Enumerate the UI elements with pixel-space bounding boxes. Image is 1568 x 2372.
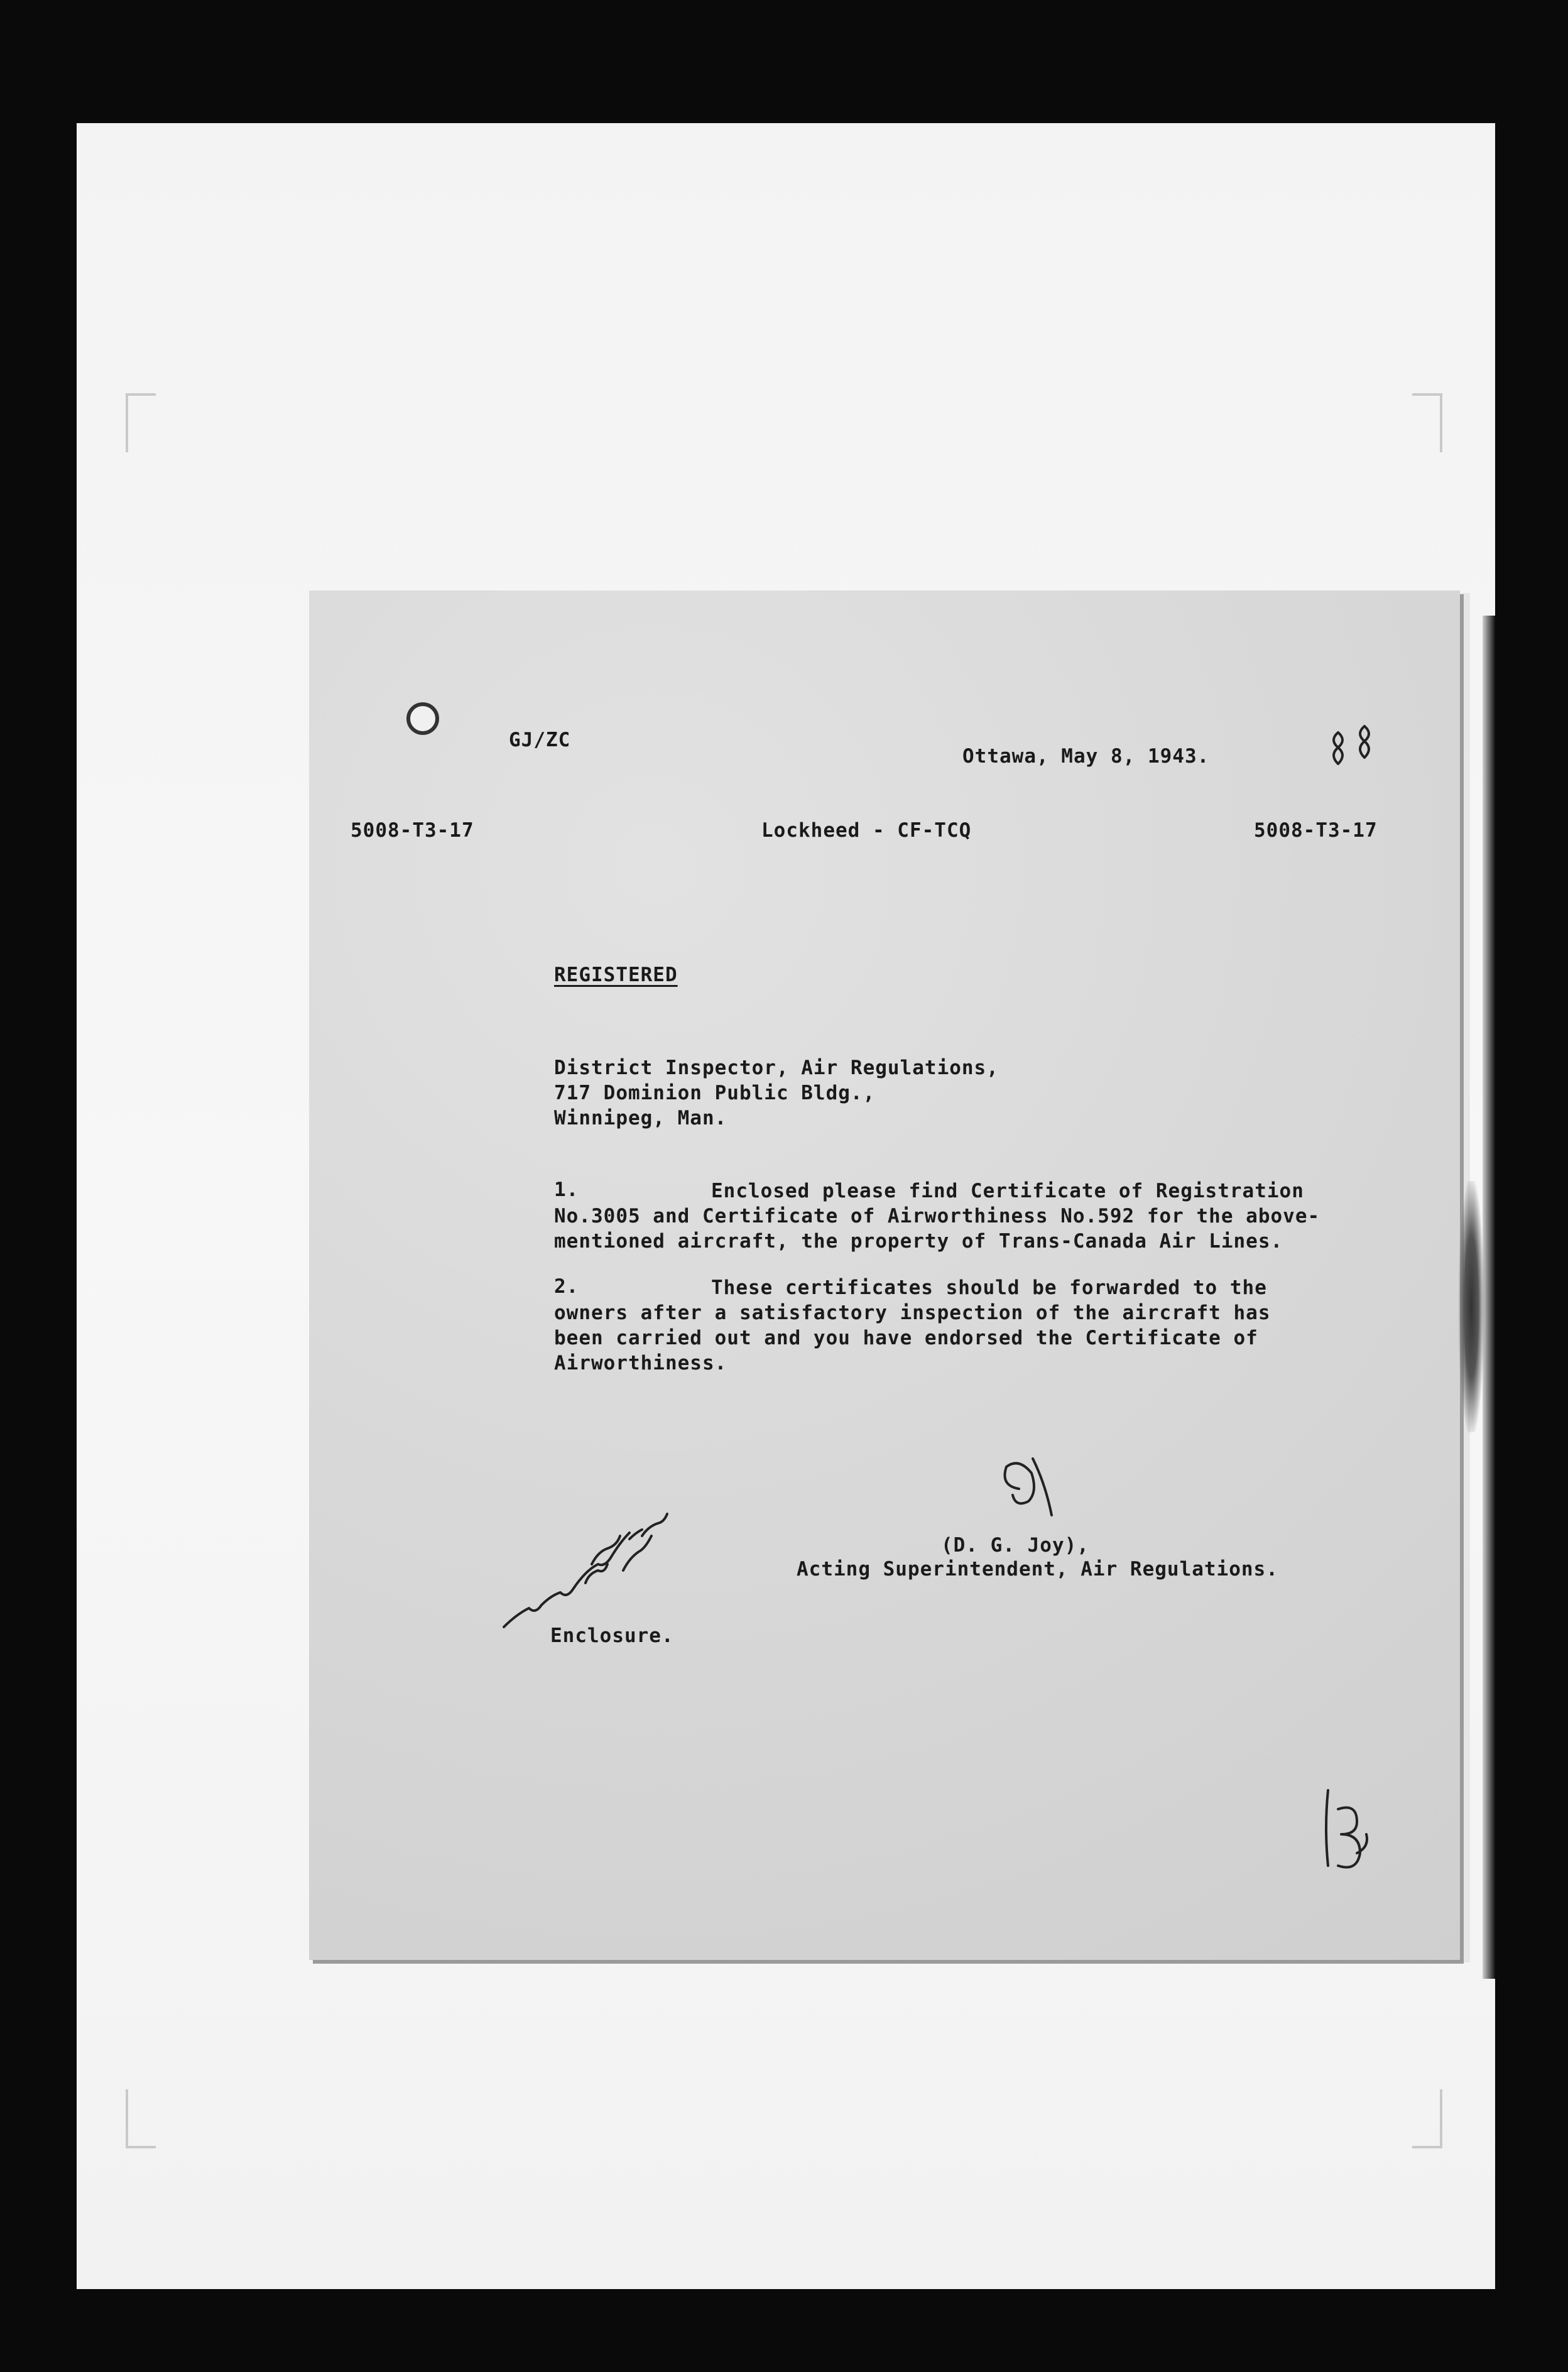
handwritten-signature bbox=[988, 1445, 1075, 1533]
paragraph-line: owners after a satisfactory inspection of the aircraft has bbox=[554, 1302, 1271, 1324]
signatory-name: (D. G. Joy), bbox=[941, 1534, 1089, 1557]
subject-line: Lockheed - CF-TCQ bbox=[761, 819, 972, 842]
crop-mark-top-right bbox=[1412, 393, 1442, 452]
file-number-right: 5008-T3-17 bbox=[1254, 819, 1378, 842]
crop-mark-top-left bbox=[126, 393, 156, 452]
file-number-left: 5008-T3-17 bbox=[351, 819, 474, 842]
mail-class-registered: REGISTERED bbox=[554, 964, 678, 986]
enclosure-note: Enclosure. bbox=[550, 1624, 674, 1647]
paragraph-2-number: 2. bbox=[554, 1275, 579, 1298]
page-edge-shadow bbox=[1483, 616, 1495, 1979]
paragraph-line: Enclosed please find Certificate of Registration bbox=[711, 1180, 1304, 1202]
addressee-line: Winnipeg, Man. bbox=[554, 1107, 727, 1129]
addressee-line: 717 Dominion Public Bldg., bbox=[554, 1082, 876, 1104]
paragraph-1-number: 1. bbox=[554, 1178, 579, 1201]
paragraph-line: These certificates should be forwarded to the bbox=[711, 1276, 1267, 1299]
addressee-block bbox=[554, 1055, 1308, 1131]
letter-page bbox=[309, 590, 1460, 1960]
paragraph-line: mentioned aircraft, the property of Trans-Canada Air Lines. bbox=[554, 1230, 1283, 1253]
signatory-title: Acting Superintendent, Air Regulations. bbox=[797, 1558, 1278, 1580]
reference-initials: GJ/ZC bbox=[509, 729, 571, 751]
crop-mark-bottom-left bbox=[126, 2089, 156, 2148]
paragraph-line: Airworthiness. bbox=[554, 1352, 727, 1374]
paragraph-line: been carried out and you have endorsed the Certificate of bbox=[554, 1327, 1258, 1349]
paragraph-line: No.3005 and Certificate of Airworthiness No.592 for the above- bbox=[554, 1205, 1320, 1227]
handwritten-margin-note bbox=[498, 1476, 711, 1640]
place-date: Ottawa, May 8, 1943. bbox=[962, 745, 1210, 768]
crop-mark-bottom-right bbox=[1412, 2089, 1442, 2148]
scan-stain bbox=[1459, 1181, 1484, 1432]
punch-hole bbox=[406, 702, 439, 735]
addressee-line: District Inspector, Air Regulations, bbox=[554, 1057, 999, 1079]
handwritten-side-mark bbox=[1319, 1784, 1376, 1878]
paragraph-2 bbox=[554, 1275, 1434, 1376]
handwritten-folio-number bbox=[1319, 714, 1388, 783]
paragraph-1 bbox=[554, 1178, 1434, 1254]
